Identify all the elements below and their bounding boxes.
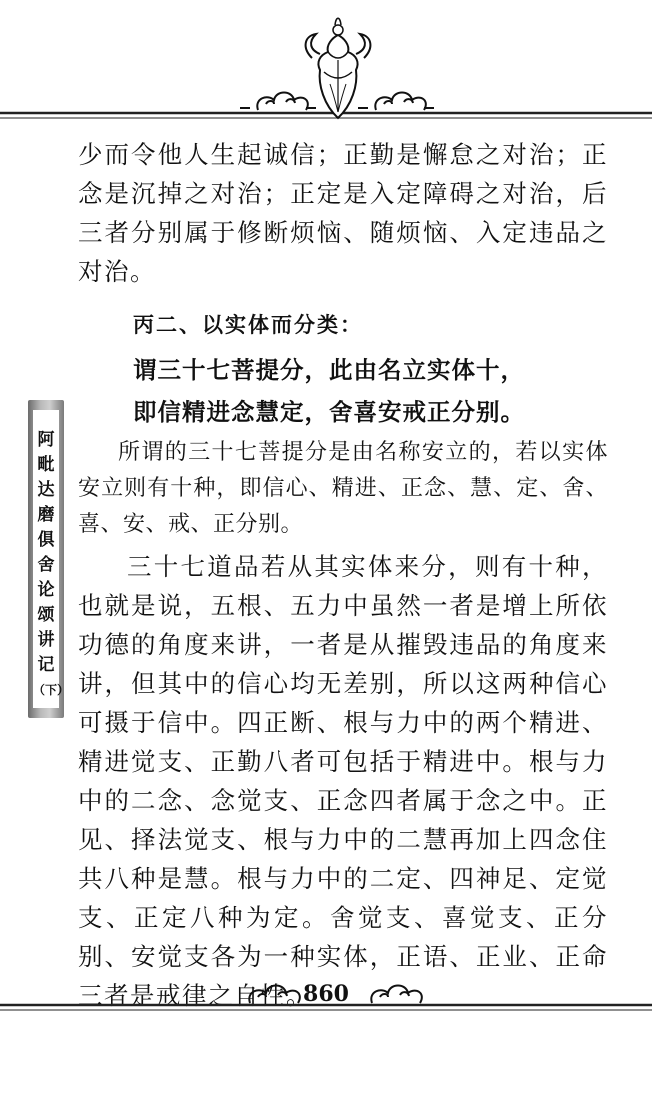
paragraph: 少而令他人生起诚信；正勤是懈怠之对治；正念是沉掉之对治；正定是入定障碍之对治，后三者分别属于修断烦恼、随烦恼、入定违品之对治。 — [78, 140, 608, 286]
verse-line: 即信精进念慧定，舍喜安戒正分别。 — [133, 398, 525, 426]
book-title-char: 舍 — [37, 555, 55, 575]
book-title-char: 毗 — [37, 455, 55, 475]
conch-shell-icon — [306, 18, 371, 118]
header-ornament — [0, 0, 652, 130]
cloud-ornament-left — [240, 93, 316, 111]
cloud-ornament-right — [371, 986, 422, 1004]
book-title-vertical — [33, 428, 70, 703]
explanation-paragraph: 三十七道品若从其实体来分，则有十种，也就是说，五根、五力中虽然一者是增上所依功德的角度来讲，一者是从摧毁违品的角度来讲，但其中的信心均无差别，所以这两种信心可摄于信中。四正断、根与力中的两个精进、精进觉支、正勤八者可包括于精进中。根与力中的二念、念觉支、正念四者属于念之中。正见、择法觉支、根与力中的二慧再加上四念住共八种是慧。根与力中的二定、四神足、定觉支、正定八种为定。舍觉支、喜觉支、正分别、安觉支各为一种实体，正语、正业、正命三者是戒律之自性。 — [78, 552, 608, 1010]
book-title-char: 达 — [37, 480, 55, 500]
cloud-ornament-right — [358, 93, 434, 111]
cloud-ornament-left — [249, 986, 300, 1004]
side-tab — [28, 400, 70, 718]
book-title-char: （下） — [33, 683, 70, 697]
section-heading: 丙二、以实体而分类： — [133, 313, 363, 337]
book-title-char: 俱 — [37, 530, 55, 550]
page-number: 860 — [303, 981, 349, 1007]
book-title-char: 论 — [37, 580, 55, 600]
book-title-char: 记 — [37, 655, 55, 675]
book-title-char: 阿 — [37, 430, 55, 450]
side-tab-inner — [33, 410, 70, 708]
book-title-char: 讲 — [37, 630, 55, 650]
commentary-paragraph: 所谓的三十七菩提分是由名称安立的，若以实体安立则有十种，即信心、精进、正念、慧、定、舍、喜、安、戒、正分别。 — [78, 440, 608, 537]
verse-line: 谓三十七菩提分，此由名立实体十， — [133, 356, 525, 384]
book-title-char: 颂 — [37, 605, 55, 625]
book-title-char: 磨 — [37, 505, 55, 525]
main-text — [78, 135, 608, 1015]
